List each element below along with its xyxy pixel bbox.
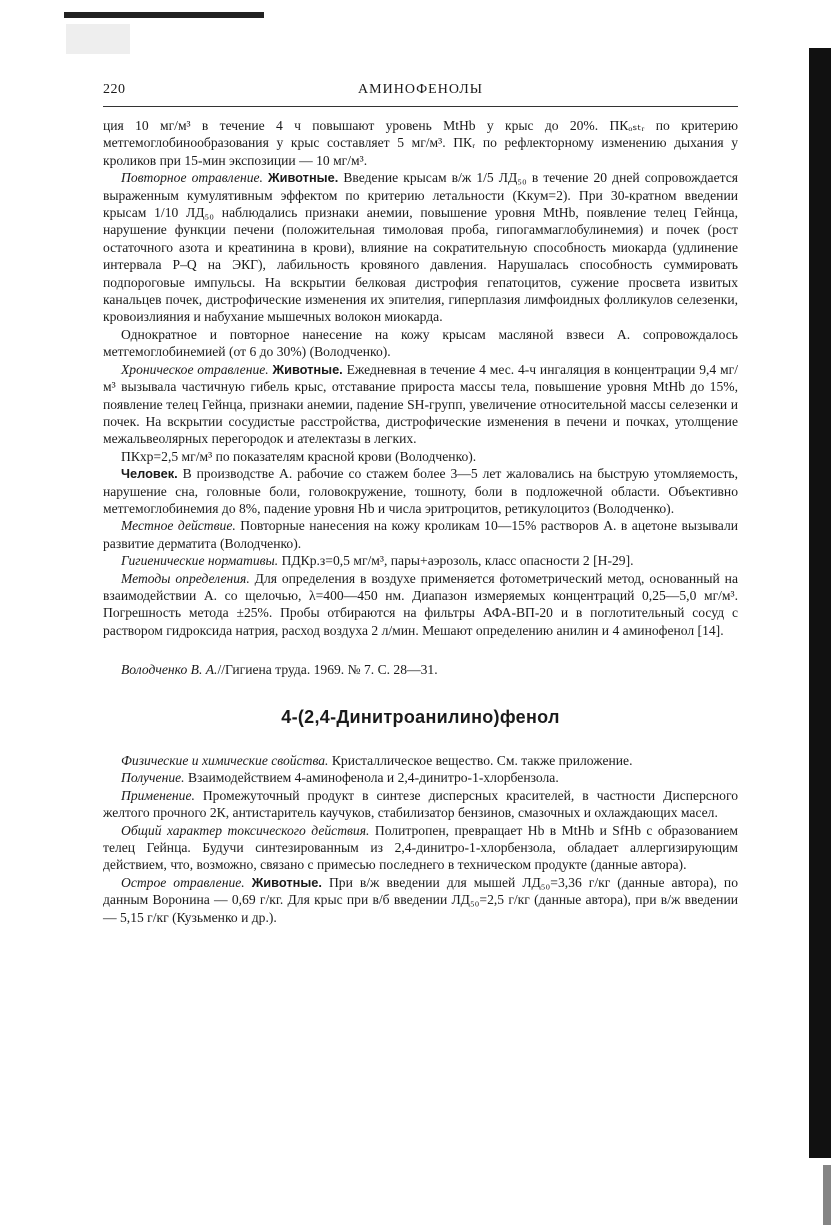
text-methods: Для определения в воздухе применяется фотометрический метод, основанный на взаимодействии А. со щелочью, λ=400—450 нм. Диапазон измеряемых концентраций 0,25—5,0 мг/м³. Погрешность метода ±25%. Пробы отбираются на фильтры АФА-ВП-20 и в поглотительный сосуд с раствором гидроксида натрия, расход воздуха 2 л/мин. Мешают определению анилин и 4 аминофенол [14]. (103, 570, 738, 638)
paragraph-chronic-poisoning (103, 361, 738, 448)
label-properties: Физические и химические свойства. (121, 753, 329, 768)
scan-edge-right (809, 48, 831, 1158)
text-repeated-poisoning: Введение крысам в/ж 1/5 ЛД₅₀ в течение 20 дней сопровождается выраженным кумулятивным эффектом по критерию летальности (Kкум=2). При 30-кратном введении крысам 1/10 ЛД₅₀ наблюдались признаки анемии, повышение уровня MtHb, появление телец Гейнца, нарушение функции печени (положительная тимоловая проба, гипогаммаглобулинемия) и почек (рост остаточного азота и креатинина в крови), влияние на сократительную способность миокарда (удлинение интервала P–Q на ЭКГ), лабильность кровяного давления. Нарушалась способность суммировать подпороговые импульсы. На вскрытии белковая дистрофия гепатоцитов, сужение просвета извитых канальцев почек, дистрофические изменения их эпителия, гиперплазия лимфоидных фолликулов селезенки, кровоизлияния и набухание мышечных волокон миокарда. (103, 170, 738, 325)
label-hygiene-standards: Гигиенические нормативы. (121, 553, 279, 569)
label-animals: Животные. (251, 874, 322, 890)
text-human: В производстве А. рабочие со стажем более 3—5 лет жаловались на быструю утомляемость, нарушение сна, головные боли, головокружение, тошноту, боли в подложечной области. Объективно метгемоглобинемия до 8%, падение уровня Hb и числа эритроцитов, ретикулоцитоз (Володченко). (103, 466, 739, 516)
page-number: 220 (103, 82, 126, 97)
paragraph-application (103, 787, 738, 822)
label-toxic-character: Общий характер токсического действия. (121, 822, 370, 838)
paragraph-local-action (103, 517, 738, 552)
text-local-action: Повторные нанесения на кожу кроликам 10—15% растворов А. в ацетоне вызывали развитие дерматита (Володченко). (103, 518, 739, 551)
body-text (103, 117, 738, 926)
reference-source: //Гигиена труда. 1969. № 7. С. 28—31. (217, 662, 438, 678)
label-repeated-poisoning: Повторное отравление. (121, 170, 263, 186)
scan-smudge (66, 24, 130, 54)
paragraph-hygiene-standards (103, 552, 738, 569)
label-chronic-poisoning: Хроническое отравление. (121, 361, 269, 377)
paragraph-methods (103, 570, 738, 640)
paragraph-acute-poisoning (103, 874, 738, 926)
scan-artifact-top (64, 12, 264, 18)
paragraph-toxic-character (103, 822, 738, 874)
label-methods: Методы определения. (121, 570, 250, 586)
paragraph-repeated-poisoning (103, 169, 738, 326)
scan-blot-right (823, 1165, 831, 1225)
label-local-action: Местное действие. (121, 518, 236, 534)
text-acute-poisoning: При в/ж введении для мышей ЛД₅₀=3,36 г/кг (данные автора), по данным Воронина — 0,69 г/кг. Для крыс при в/б введении ЛД₅₀=2,5 г/кг (данные автора), при в/ж введении — 5,15 г/кг (Кузьменко и др.). (103, 874, 738, 925)
section-heading: 4-(2,4-Динитроанилино)фенол (281, 706, 560, 727)
label-animals: Животные. (272, 361, 343, 377)
text-preparation: Взаимодействием 4-аминофенола и 2,4-динитро-1-хлорбензола. (187, 770, 559, 786)
paragraph-chronic-threshold: ПКхр=2,5 мг/м³ по показателям красной крови (Володченко). (121, 448, 477, 464)
text-application: Промежуточный продукт в синтезе дисперсных красителей, в частности Дисперсного желтого прочного 2К, антистаритель каучуков, стабилизатор бензинов, смазочных и охлаждающих масел. (103, 787, 738, 821)
text-toxic-character: Политропен, превращает Hb в MtHb и SfHb с образованием телец Гейнца. Будучи синтезированным из 2,4-динитро-1-хлорбензола, обладает аллергизирующим действием, что, возможно, связано с примесью последнего в техническом продукте (данные автора). (103, 822, 738, 873)
reference (103, 661, 738, 678)
text-hygiene-standards: ПДКр.з=0,5 мг/м³, пары+аэрозоль, класс опасности 2 [Н-29]. (281, 553, 634, 569)
running-head (103, 82, 738, 104)
paragraph-preparation (103, 769, 738, 786)
label-acute-poisoning: Острое отравление. (121, 874, 245, 890)
label-animals: Животные. (268, 170, 339, 186)
label-human: Человек. (121, 466, 178, 482)
text-properties: Кристаллическое вещество. См. также приложение. (331, 753, 633, 768)
paragraph-properties (103, 752, 738, 769)
label-preparation: Получение. (121, 770, 185, 786)
reference-author: Володченко В. А. (121, 662, 218, 678)
running-title: АМИНОФЕНОЛЫ (358, 82, 483, 97)
book-page (103, 82, 738, 926)
paragraph-skin-application: Однократное и повторное нанесение на кожу крысам масляной взвеси А. сопровождалось метгемоглобинемией (от 6 до 30%) (Володченко). (103, 326, 738, 360)
paragraph-human (103, 465, 738, 517)
paragraph-continuation: ция 10 мг/м³ в течение 4 ч повышают уровень MtHb у крыс до 20%. ПКₒₛₜᵣ по критерию метгемоглобинообразования у крыс составляет 5 мг/м³. ПКᵣ по рефлекторному изменению дыхания у кроликов при 15-мин экспозиции — 10 мг/м³. (103, 118, 738, 168)
label-application: Применение. (121, 787, 195, 803)
header-rule (103, 106, 738, 107)
text-chronic-poisoning: Ежедневная в течение 4 мес. 4-ч ингаляция в концентрации 9,4 мг/м³ вызывала частичную гибель крыс, отставание прироста массы тела, повышение уровня MtHb до 15%, появление телец Гейнца, признаки анемии, падение SH-групп, увеличение относительной массы селезенки и почек. На вскрытии сосудистые расстройства, дистрофические изменения в печени и почках, утолщение межальвеолярных перегородок и ателектазы в легких. (103, 361, 739, 447)
